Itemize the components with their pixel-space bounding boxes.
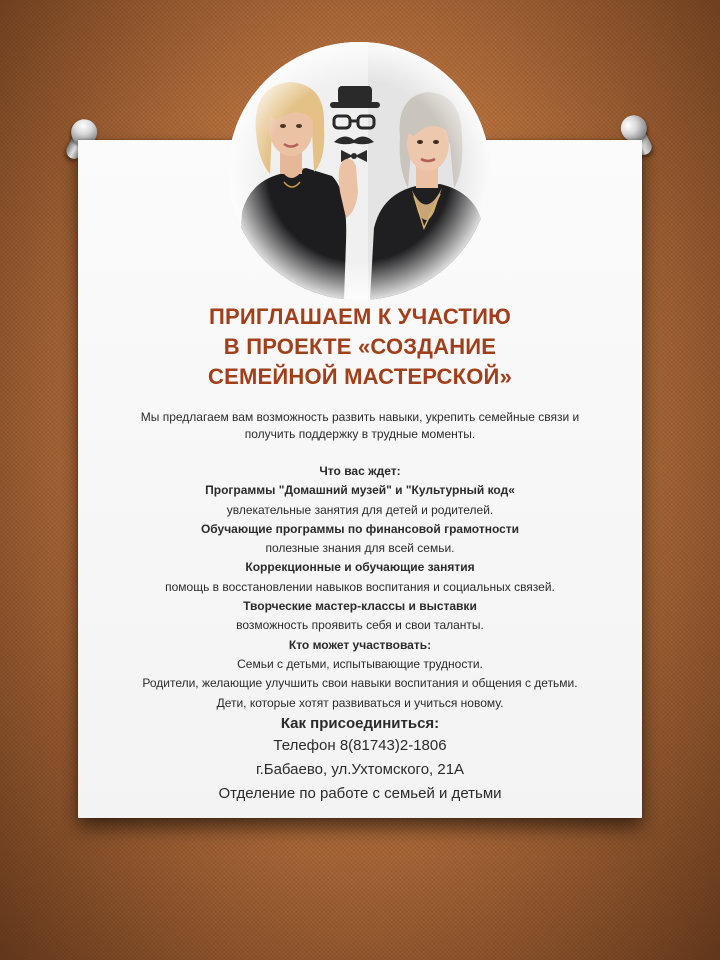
intro-line: получить поддержку в трудные моменты.: [244, 427, 476, 441]
who-item: Родители, желающие улучшить свои навыки воспитания и общения с детьми.: [142, 676, 578, 691]
department-name: Отделение по работе с семьей и детьми: [218, 785, 502, 802]
title-line: ПРИГЛАШАЕМ К УЧАСТИЮ: [209, 304, 511, 329]
title-line: СЕМЕЙНОЙ МАСТЕРСКОЙ»: [207, 364, 513, 389]
intro-text: [100, 409, 620, 443]
offer-item-title: Обучающие программы по финансовой грамотности: [200, 521, 520, 536]
offer-item-title: Коррекционные и обучающие занятия: [245, 560, 475, 575]
title-line: В ПРОЕКТЕ «СОЗДАНИЕ: [223, 334, 497, 359]
offer-item-desc: полезные знания для всей семьи.: [265, 541, 455, 556]
contact-block: [80, 714, 640, 806]
photo-two-women: [228, 42, 490, 300]
offer-item-title: Программы "Домашний музей" и "Культурный код«: [205, 483, 515, 498]
phone-number: Телефон 8(81743)2-1806: [273, 737, 447, 754]
who-item: Дети, которые хотят развиваться и учиться новому.: [216, 695, 504, 710]
address: г.Бабаево, ул.Ухтомского, 21А: [255, 761, 465, 778]
offer-heading: Что вас ждет:: [319, 464, 401, 478]
who-item: Семьи с детьми, испытывающие трудности.: [237, 656, 483, 671]
offer-item-desc: помощь в восстановлении навыков воспитания и социальных связей.: [165, 579, 555, 594]
intro-line: Мы предлагаем вам возможность развить навыки, укрепить семейные связи и: [140, 410, 580, 424]
who-heading: Кто может участвовать:: [288, 637, 432, 652]
offer-item-title: Творческие мастер-классы и выставки: [243, 599, 477, 614]
join-heading: Как присоединиться:: [280, 715, 440, 732]
offer-item-desc: возможность проявить себя и свои таланты.: [236, 618, 484, 633]
offer-item-desc: увлекательные занятия для детей и родителей.: [226, 502, 494, 517]
page-title: [78, 302, 642, 392]
program-list: [80, 462, 640, 713]
